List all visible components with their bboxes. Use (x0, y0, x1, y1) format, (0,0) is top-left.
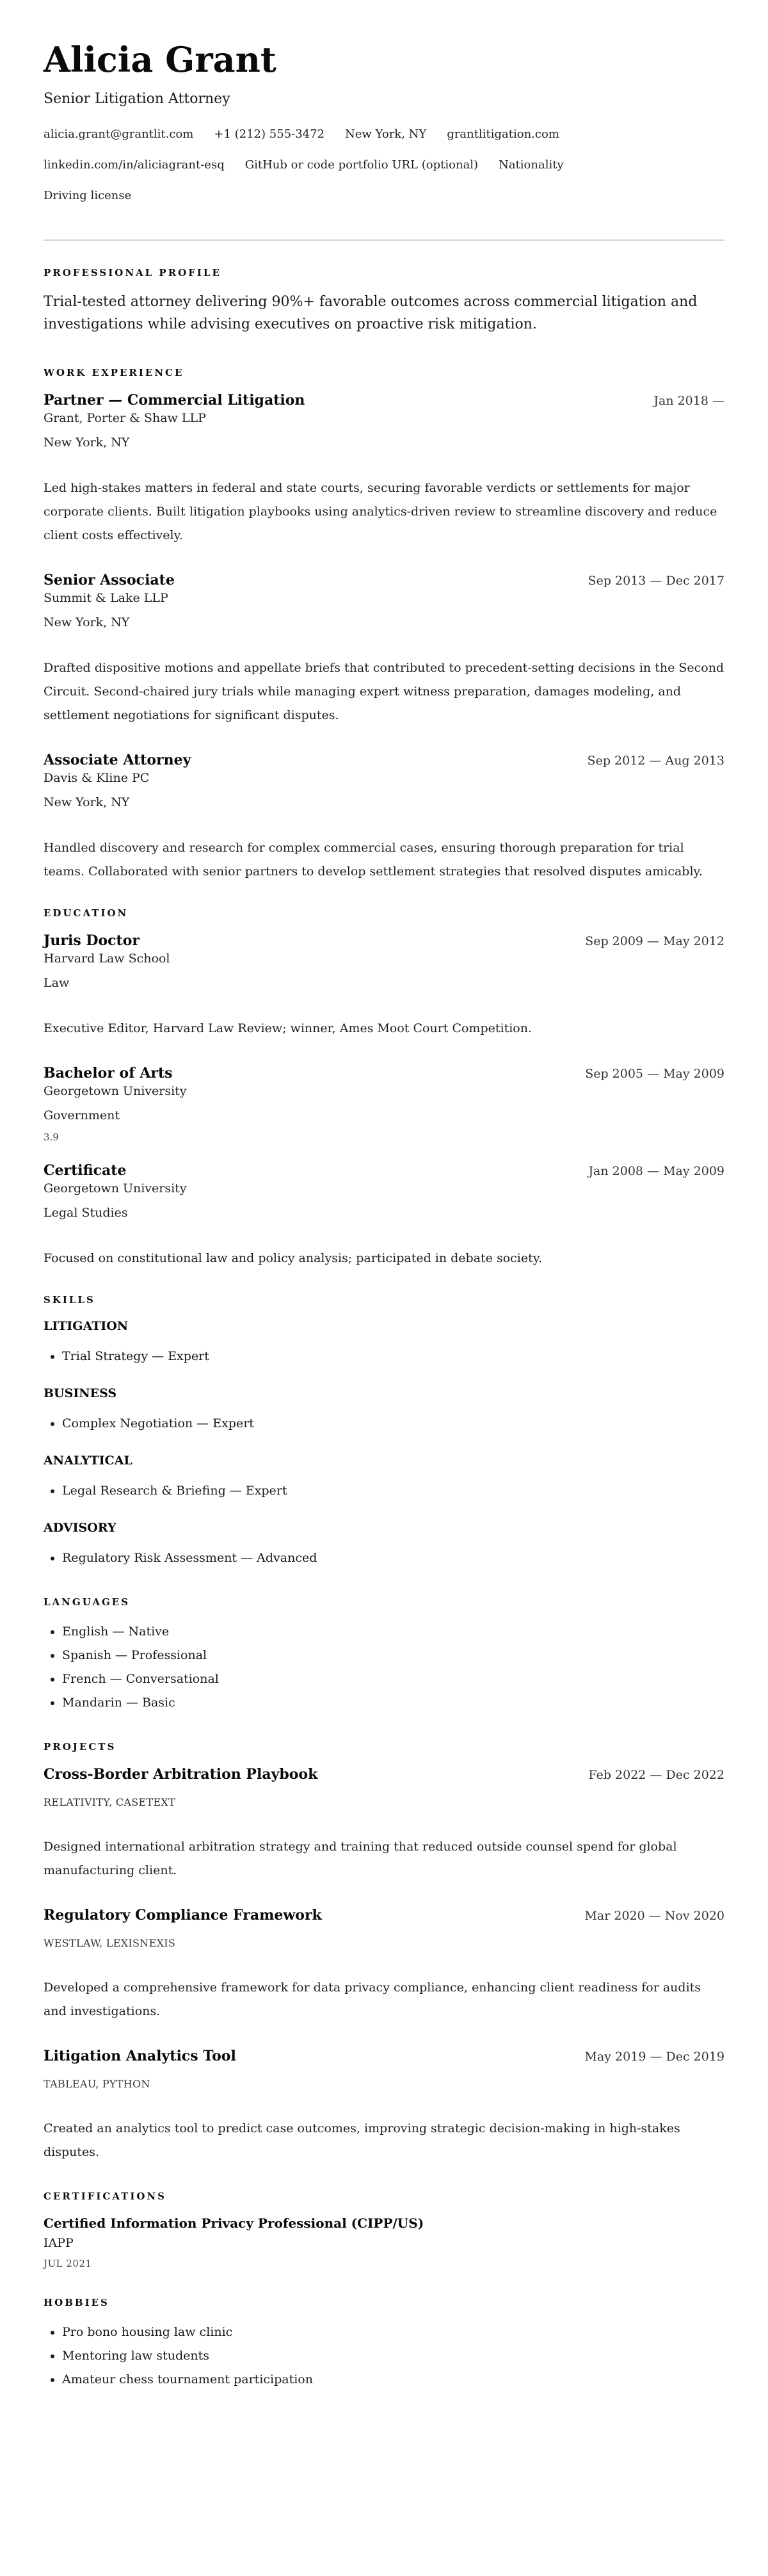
job-description: Led high-stakes matters in federal and state courts, securing favorable verdicts or settlements for major corporate clients. Built litigation playbooks using analytics-driven review to streamline discovery and reduce client costs effectively. (44, 481, 717, 542)
field-of-study: Law (44, 976, 70, 990)
section-projects (44, 1740, 724, 2164)
language-item: • Mandarin — Basic (62, 1691, 724, 1715)
job-dates: Jan 2018 — (653, 394, 724, 408)
contact-location: New York, NY (345, 127, 427, 141)
certification-issuer: IAPP (44, 2236, 74, 2250)
project-tech: RELATIVITY, CASETEXT (44, 1796, 176, 1808)
degree-title: Juris Doctor (44, 932, 140, 949)
school-name: Georgetown University (44, 1181, 187, 1195)
contact-website[interactable]: grantlitigation.com (447, 127, 559, 141)
project-dates: Mar 2020 — Nov 2020 (584, 1909, 724, 1923)
project-entry (44, 1765, 724, 1883)
candidate-headline: Senior Litigation Attorney (44, 91, 230, 107)
language-item: • English — Native (62, 1620, 724, 1644)
project-name: Regulatory Compliance Framework (44, 1907, 322, 1924)
skill-category (44, 1385, 724, 1436)
section-education (44, 907, 724, 1270)
skill-item: • Legal Research & Briefing — Expert (62, 1479, 724, 1503)
degree-title: Bachelor of Arts (44, 1065, 173, 1081)
education-entry (44, 1161, 724, 1270)
skill-category (44, 1318, 724, 1368)
skill-category (44, 1519, 724, 1570)
project-name: Cross-Border Arbitration Playbook (44, 1766, 318, 1783)
contact-phone[interactable]: +1 (212) 555-3472 (214, 127, 325, 141)
section-title: EDUCATION (44, 907, 129, 919)
profile-summary: Trial-tested attorney delivering 90%+ favorable outcomes across commercial litigation and investigations while advising executives on proactive risk mitigation. (44, 294, 698, 332)
contact-email[interactable]: alicia.grant@grantlit.com (44, 127, 194, 141)
contact-info-links (44, 158, 724, 188)
company-name: Davis & Kline PC (44, 771, 150, 785)
experience-entry (44, 571, 724, 727)
job-description: Handled discovery and research for complex commercial cases, ensuring thorough preparation for trial teams. Collaborated with senior partners to develop settlement strategies that resolved disputes amicably. (44, 841, 703, 879)
education-description: Focused on constitutional law and policy analysis; participated in debate society. (44, 1251, 542, 1265)
job-location: New York, NY (44, 615, 130, 629)
resume-header (44, 37, 724, 219)
education-dates: Sep 2005 — May 2009 (585, 1067, 724, 1081)
skill-list (44, 1412, 724, 1436)
skill-category-name: ANALYTICAL (44, 1454, 132, 1468)
skill-category-name: ADVISORY (44, 1521, 116, 1535)
job-dates: Sep 2012 — Aug 2013 (587, 754, 724, 768)
job-title: Partner — Commercial Litigation (44, 392, 305, 409)
section-title: PROJECTS (44, 1741, 116, 1753)
contact-driving-license: Driving license (44, 189, 132, 202)
skill-category-name: BUSINESS (44, 1386, 117, 1400)
job-title: Senior Associate (44, 572, 175, 588)
education-dates: Sep 2009 — May 2012 (585, 934, 724, 948)
candidate-name: Alicia Grant (44, 39, 276, 80)
skill-item: • Complex Negotiation — Expert (62, 1412, 724, 1436)
contact-info (44, 127, 724, 158)
contact-linkedin[interactable]: linkedin.com/in/aliciagrant-esq (44, 158, 225, 172)
section-skills (44, 1293, 724, 1570)
section-title: SKILLS (44, 1294, 95, 1306)
education-entry (44, 1064, 724, 1144)
experience-entry (44, 750, 724, 884)
education-description: Executive Editor, Harvard Law Review; winner, Ames Moot Court Competition. (44, 1021, 532, 1035)
project-entry (44, 1906, 724, 2023)
school-name: Georgetown University (44, 1084, 187, 1098)
section-experience (44, 366, 724, 884)
skill-category-name: LITIGATION (44, 1319, 129, 1333)
job-description: Drafted dispositive motions and appellate briefs that contributed to precedent-setting decisions in the Second Circuit. Second-chaired jury trials while managing expert witness preparation, damages modeling, and settlement negotiations for significant disputes. (44, 661, 724, 722)
section-title: LANGUAGES (44, 1596, 131, 1608)
project-name: Litigation Analytics Tool (44, 2048, 236, 2064)
project-tech: TABLEAU, PYTHON (44, 2078, 150, 2090)
section-certifications (44, 2190, 724, 2271)
job-location: New York, NY (44, 795, 130, 809)
contact-info-extra (44, 188, 724, 219)
hobby-item: • Mentoring law students (62, 2344, 724, 2368)
project-dates: May 2019 — Dec 2019 (584, 2050, 724, 2064)
certification-entry (44, 2214, 724, 2271)
hobby-item: • Amateur chess tournament participation (62, 2368, 724, 2392)
field-of-study: Government (44, 1108, 120, 1122)
certification-name: Certified Information Privacy Professional (CIPP/US) (44, 2216, 424, 2231)
job-dates: Sep 2013 — Dec 2017 (588, 574, 724, 588)
job-location: New York, NY (44, 435, 130, 450)
hobby-item: • Pro bono housing law clinic (62, 2321, 724, 2344)
section-title: PROFESSIONAL PROFILE (44, 267, 221, 279)
company-name: Summit & Lake LLP (44, 591, 168, 605)
gpa: 3.9 (44, 1131, 59, 1143)
contact-github[interactable]: GitHub or code portfolio URL (optional) (244, 158, 479, 172)
contact-nationality: Nationality (499, 158, 564, 172)
section-title: HOBBIES (44, 2297, 109, 2308)
job-title: Associate Attorney (44, 752, 191, 768)
section-languages (44, 1596, 724, 1715)
project-description: Designed international arbitration strategy and training that reduced outside counsel spend for global manufacturing client. (44, 1840, 677, 1877)
skill-category (44, 1452, 724, 1503)
language-list (44, 1620, 724, 1715)
degree-title: Certificate (44, 1162, 127, 1179)
header-divider (44, 239, 724, 241)
project-description: Developed a comprehensive framework for data privacy compliance, enhancing client readiness for audits and investigations. (44, 1981, 701, 2018)
company-name: Grant, Porter & Shaw LLP (44, 411, 206, 425)
experience-entry (44, 391, 724, 547)
skill-list (44, 1546, 724, 1570)
hobby-list (44, 2321, 724, 2392)
project-description: Created an analytics tool to predict case outcomes, improving strategic decision-making in high-stakes disputes. (44, 2121, 680, 2159)
certification-date: JUL 2021 (44, 2258, 92, 2269)
skill-item: • Regulatory Risk Assessment — Advanced (62, 1546, 724, 1570)
school-name: Harvard Law School (44, 952, 170, 966)
project-tech: WESTLAW, LEXISNEXIS (44, 1937, 176, 1949)
skill-list (44, 1479, 724, 1503)
language-item: • French — Conversational (62, 1667, 724, 1691)
section-title: WORK EXPERIENCE (44, 367, 184, 378)
section-hobbies (44, 2296, 724, 2392)
education-entry (44, 931, 724, 1041)
language-item: • Spanish — Professional (62, 1644, 724, 1667)
section-profile (44, 266, 724, 336)
project-entry (44, 2046, 724, 2164)
skill-list (44, 1345, 724, 1368)
field-of-study: Legal Studies (44, 1206, 128, 1220)
project-dates: Feb 2022 — Dec 2022 (588, 1768, 724, 1782)
section-title: CERTIFICATIONS (44, 2191, 166, 2202)
skill-item: • Trial Strategy — Expert (62, 1345, 724, 1368)
education-dates: Jan 2008 — May 2009 (588, 1164, 724, 1178)
